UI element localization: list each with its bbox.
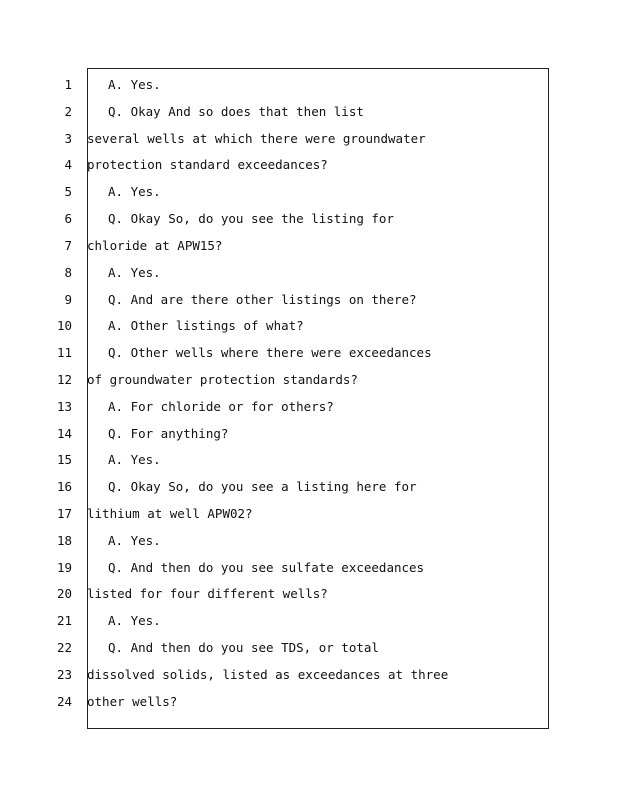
line-number: 2 — [64, 104, 72, 119]
line-number: 16 — [56, 479, 72, 494]
line-number: 17 — [56, 506, 72, 521]
line-text: dissolved solids, listed as exceedances at three — [87, 667, 449, 682]
line-number: 22 — [56, 640, 72, 655]
transcript-line — [0, 236, 560, 256]
line-number: 4 — [64, 157, 72, 172]
transcript-line — [0, 263, 560, 283]
line-number: 23 — [56, 667, 72, 682]
line-number: 20 — [56, 586, 72, 601]
line-number: 19 — [56, 560, 72, 575]
transcript-line — [0, 129, 560, 149]
line-number: 6 — [64, 211, 72, 226]
line-text: A. Yes. — [108, 265, 161, 280]
line-number: 9 — [64, 292, 72, 307]
line-text: A. For chloride or for others? — [108, 399, 334, 414]
transcript-line — [0, 370, 560, 390]
line-text: A. Yes. — [108, 533, 161, 548]
transcript-line — [0, 531, 560, 551]
transcript-line — [0, 182, 560, 202]
line-number: 13 — [56, 399, 72, 414]
line-text: Q. Okay So, do you see the listing for — [108, 211, 394, 226]
transcript-line — [0, 397, 560, 417]
line-number: 24 — [56, 694, 72, 709]
line-number: 1 — [64, 77, 72, 92]
transcript-line — [0, 343, 560, 363]
line-text: Q. And then do you see TDS, or total — [108, 640, 379, 655]
line-text: Q. For anything? — [108, 426, 229, 441]
line-text: A. Other listings of what? — [108, 318, 304, 333]
transcript-line — [0, 504, 560, 524]
line-number: 10 — [56, 318, 72, 333]
line-text: protection standard exceedances? — [87, 157, 328, 172]
transcript-line — [0, 692, 560, 712]
line-number: 11 — [56, 345, 72, 360]
line-text: Q. And are there other listings on there? — [108, 292, 417, 307]
line-number: 7 — [64, 238, 72, 253]
transcript-line — [0, 316, 560, 336]
line-number: 12 — [56, 372, 72, 387]
transcript-line — [0, 611, 560, 631]
line-text: A. Yes. — [108, 77, 161, 92]
line-text: several wells at which there were groundwater — [87, 131, 426, 146]
line-number: 15 — [56, 452, 72, 467]
transcript-line — [0, 450, 560, 470]
line-text: of groundwater protection standards? — [87, 372, 358, 387]
line-number: 18 — [56, 533, 72, 548]
line-text: A. Yes. — [108, 613, 161, 628]
line-text: A. Yes. — [108, 452, 161, 467]
transcript-line — [0, 102, 560, 122]
transcript-line — [0, 155, 560, 175]
line-number: 5 — [64, 184, 72, 199]
line-text: listed for four different wells? — [87, 586, 328, 601]
line-text: chloride at APW15? — [87, 238, 223, 253]
transcript-line — [0, 75, 560, 95]
line-number: 14 — [56, 426, 72, 441]
transcript-line — [0, 584, 560, 604]
line-text: Q. Other wells where there were exceedances — [108, 345, 432, 360]
line-number: 21 — [56, 613, 72, 628]
line-text: other wells? — [87, 694, 178, 709]
transcript-line — [0, 665, 560, 685]
transcript-line — [0, 290, 560, 310]
transcript-line — [0, 638, 560, 658]
transcript-line — [0, 209, 560, 229]
transcript-line — [0, 558, 560, 578]
line-text: Q. And then do you see sulfate exceedances — [108, 560, 425, 575]
line-text: Q. Okay And so does that then list — [108, 104, 364, 119]
transcript-line — [0, 424, 560, 444]
line-text: lithium at well APW02? — [87, 506, 253, 521]
line-number: 3 — [64, 131, 72, 146]
transcript-line — [0, 477, 560, 497]
line-text: A. Yes. — [108, 184, 161, 199]
line-text: Q. Okay So, do you see a listing here for — [108, 479, 417, 494]
line-number: 8 — [64, 265, 72, 280]
